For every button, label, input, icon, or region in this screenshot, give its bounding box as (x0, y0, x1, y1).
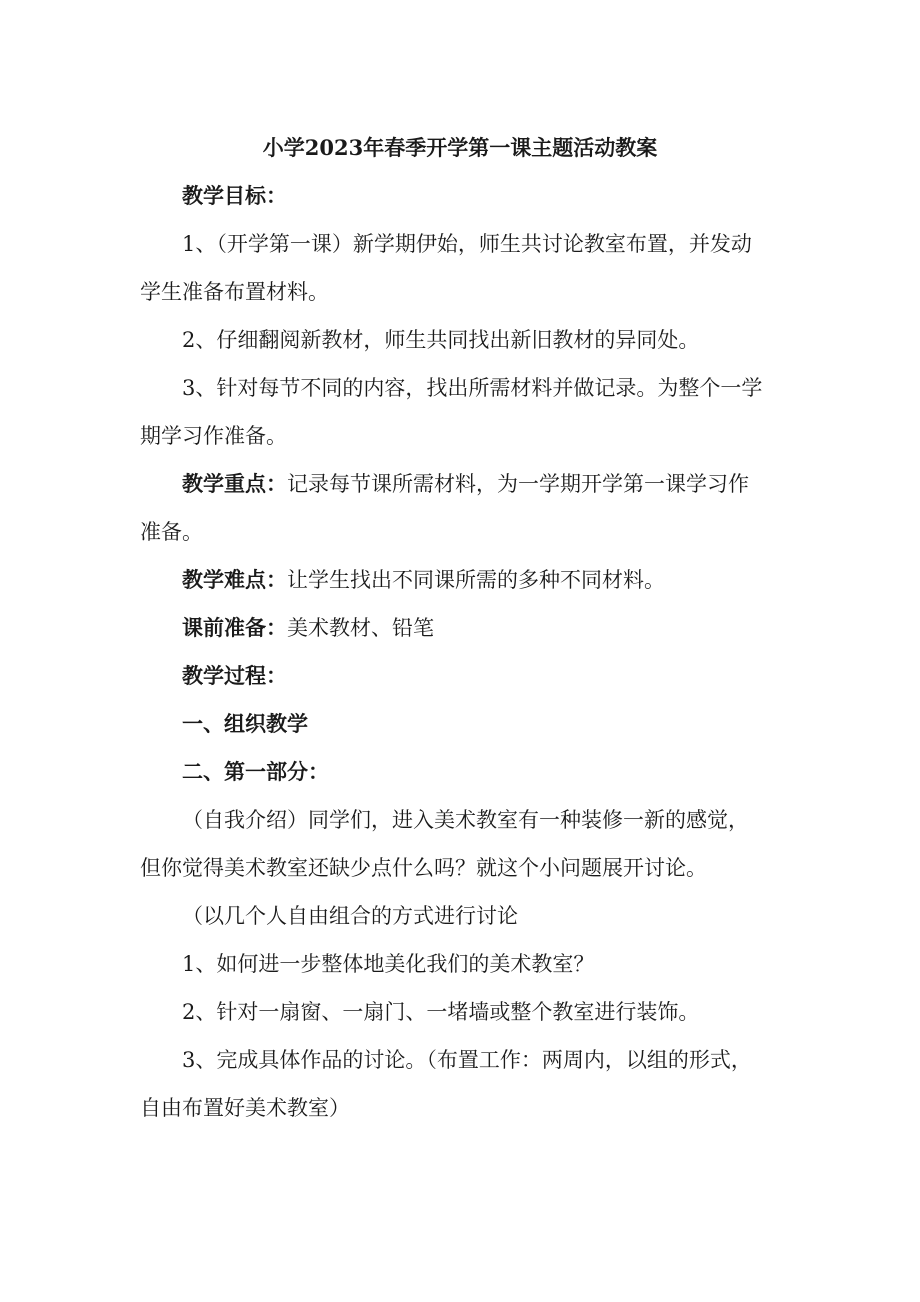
difficulty-line (140, 566, 780, 594)
goal-3-line-2: 期学习作准备。 (140, 424, 287, 448)
goals-heading: 教学目标： (182, 183, 287, 208)
goal-1-line-1: 1、（开学第一课）新学期伊始，师生共讨论教室布置，并发动 (182, 232, 752, 256)
question-3-line-1: 3、完成具体作品的讨论。（布置工作：两周内，以组的形式， (182, 1048, 752, 1072)
goal-3-line-1: 3、针对每节不同的内容，找出所需材料并做记录。为整个一学 (182, 376, 763, 400)
question-2: 2、针对一扇窗、一扇门、一堵墙或整个教室进行装饰。 (182, 1000, 700, 1024)
key-point-line-1 (140, 470, 780, 498)
intro-line-1: （自我介绍）同学们，进入美术教室有一种装修一新的感觉， (182, 808, 749, 832)
question-1: 1、如何进一步整体地美化我们的美术教室？ (182, 952, 595, 976)
key-point-label: 教学重点： (182, 471, 287, 496)
document-title: 小学2023年春季开学第一课主题活动教案 (262, 135, 658, 160)
goal-1-line-2: 学生准备布置材料。 (140, 280, 329, 304)
intro-line-2: 但你觉得美术教室还缺少点什么吗？就这个小问题展开讨论。 (140, 856, 707, 880)
process-heading: 教学过程： (182, 663, 287, 688)
question-3-line-2: 自由布置好美术教室） (140, 1096, 350, 1120)
prep-line (140, 614, 780, 642)
goal-2: 2、仔细翻阅新教材，师生共同找出新旧教材的异同处。 (182, 328, 700, 352)
section-1-heading: 一、组织教学 (182, 711, 308, 736)
difficulty-label: 教学难点： (182, 567, 287, 592)
difficulty-text: 让学生找出不同课所需的多种不同材料。 (287, 568, 665, 592)
prep-text: 美术教材、铅笔 (287, 616, 434, 640)
discussion-note: （以几个人自由组合的方式进行讨论 (182, 904, 518, 928)
key-point-text: 记录每节课所需材料，为一学期开学第一课学习作 (287, 472, 749, 496)
section-2-heading: 二、第一部分： (182, 759, 329, 784)
prep-label: 课前准备： (182, 615, 287, 640)
key-point-line-2: 准备。 (140, 520, 203, 544)
